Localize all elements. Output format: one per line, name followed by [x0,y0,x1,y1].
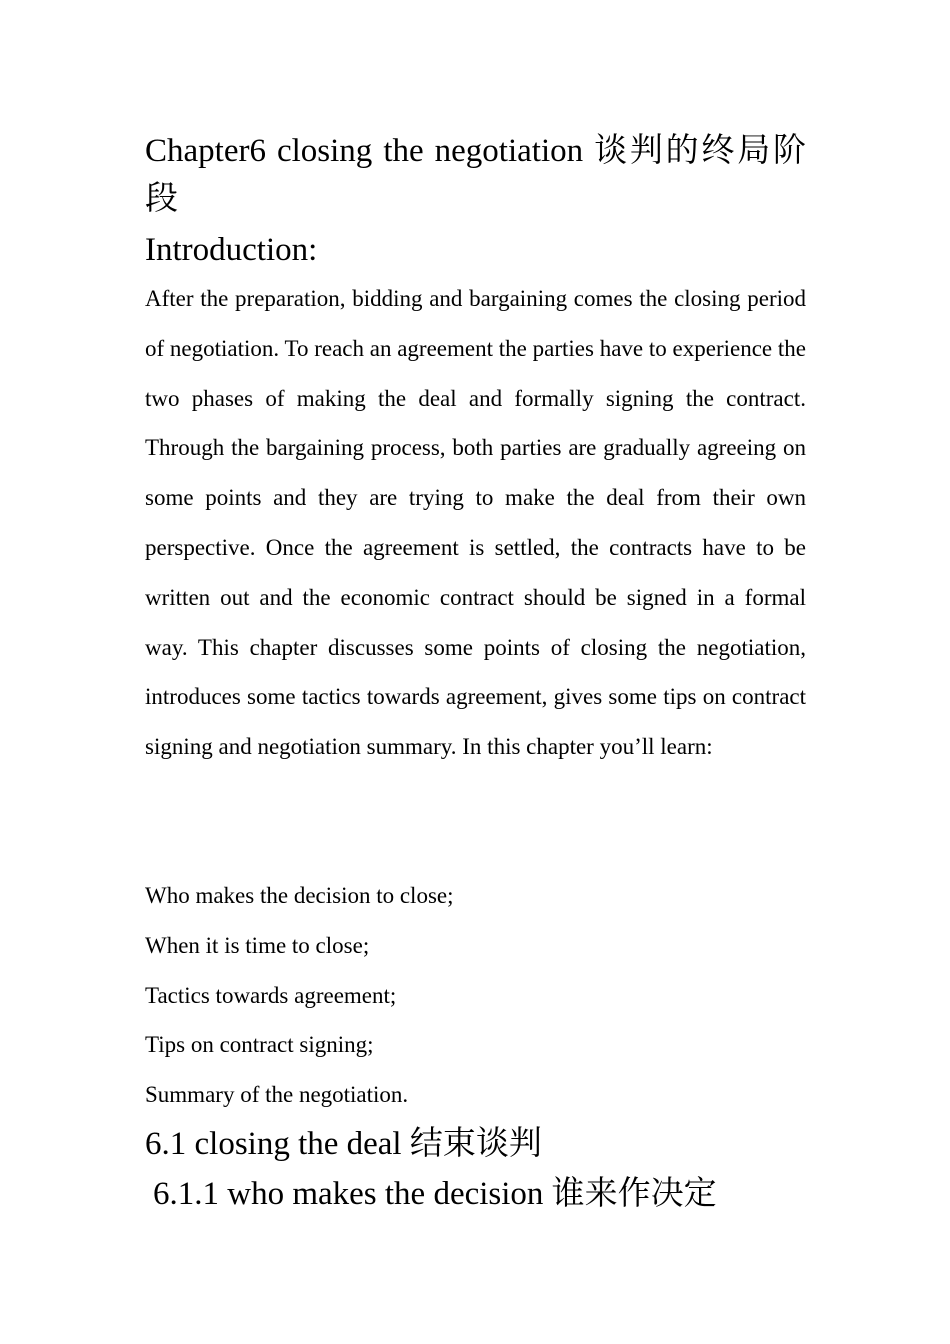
introduction-heading: Introduction: [145,232,318,268]
learning-objectives-list [145,871,454,1120]
section-heading: 6.1 closing the deal 结束谈判 [145,1126,542,1162]
list-item: Tactics towards agreement; [145,982,397,1008]
introduction-paragraph: After the preparation, bidding and bargaining comes the closing period of negotiation. To reach an agreement the parties have to experience the two phases of making the deal and formally signing the contract. Through the bargaining process, both parties are gradually agreeing on some points and they are trying to make the deal from their own perspective. Once the agreement is settled, the contracts have to be written out and the economic contract should be signed in a formal way. This chapter discusses some points of closing the negotiation, introduces some tactics towards agreement, gives some tips on contract signing and negotiation summary. In this chapter you’ll learn: [145,286,806,760]
list-item: When it is time to close; [145,932,370,958]
list-item: Summary of the negotiation. [145,1082,409,1108]
list-item: Tips on contract signing; [145,1032,374,1058]
chapter-title: Chapter6 closing the negotiation 谈判的终局阶段 [145,133,806,217]
subsection-heading: 6.1.1 who makes the decision 谁来作决定 [153,1176,717,1212]
list-item: Who makes the decision to close; [145,883,454,908]
